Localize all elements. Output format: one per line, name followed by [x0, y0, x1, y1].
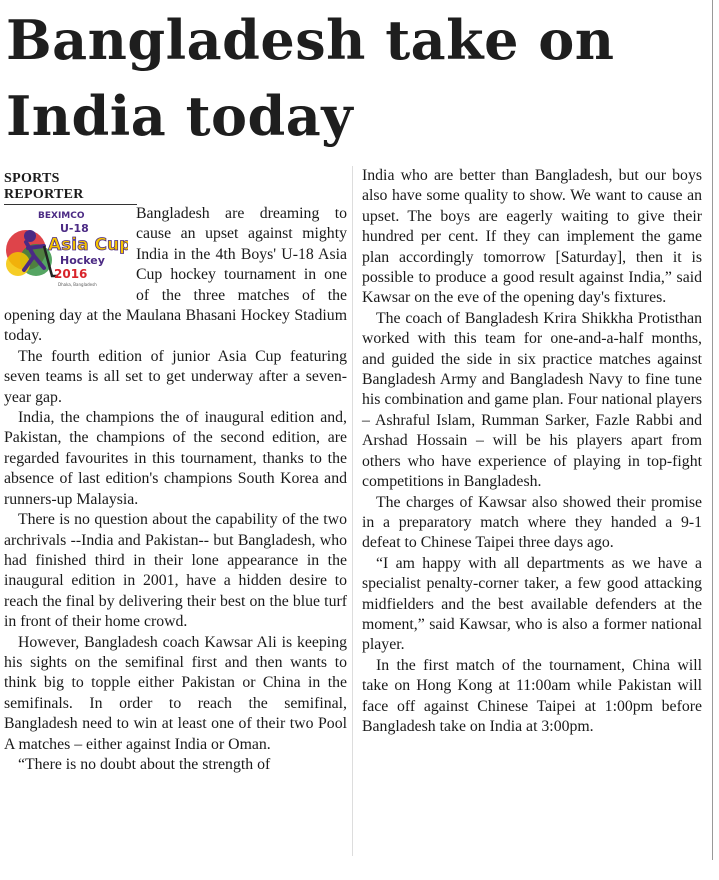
asia-cup-logo: [4, 206, 128, 290]
column-divider: [352, 166, 353, 856]
paragraph: “I am happy with all departments as we have a specialist penalty-corner taker, a few good attacking midfielders and the best available defenders at the moment,” said Kawsar, who is also a former national player.: [362, 554, 702, 654]
paragraph: Bangladesh are dreaming to cause an upset against mighty India in the 4th Boys' U-18 Asia Cup hockey tournament in one of the three matches of the opening day at the Maulana Bhasani Hockey Stadium today.: [4, 205, 347, 345]
paragraph: There is no question about the capability of the two archrivals --India and Pakistan-- but Bangladesh, who had finished third in their lone appearance in the inaugural edition in 2001, have a hidden desire to reach the final by delivering their best on the blue turf in front of their home crowd.: [4, 511, 347, 631]
paragraph: In the first match of the tournament, China will take on Hong Kong at 11:00am while Pakistan will face off against Chinese Taipei at 1:00pm before Bangladesh take on India at 3:00pm.: [362, 656, 702, 735]
page-edge-rule: [712, 0, 713, 860]
paragraph: The coach of Bangladesh Krira Shikkha Protisthan worked with this team for one-and-a-half months, and guided the side in six practice matches against Bangladesh Army and Bangladesh Navy to fine tune his combination and game plan. Four national players – Ashraful Islam, Rumman Sarker, Fazle Rabbi and Arshad Hossain – will be his players apart from others who have experience of playing in top-fight competitions in Bangladesh.: [362, 309, 702, 491]
byline: SPORTS REPORTER: [4, 171, 137, 205]
logo-sponsor: BEXIMCO: [38, 211, 85, 221]
paragraph: “There is no doubt about the strength of: [18, 755, 271, 773]
logo-event-line1: Asia Cup: [48, 235, 128, 255]
paragraph: The charges of Kawsar also showed their promise in a preparatory match where they handed a 9-1 defeat to Chinese Taipei three days ago.: [362, 493, 702, 552]
logo-age: U-18: [60, 222, 89, 235]
paragraph: India, the champions the of inaugural edition and, Pakistan, the champions of the second edition, are regarded favourites in this tournament, thanks to the absence of last edition's champions South Korea and runners-up Malaysia.: [4, 409, 347, 508]
logo-event-line2: Hockey: [60, 254, 105, 267]
paragraph: India who are better than Bangladesh, but our boys also have some quality to show. We want to cause an upset. The boys are eagerly waiting to give their hundred per cent. If they can implement the game plan accordingly tomorrow [Saturday], then it is possible to produce a good result against India,” said Kawsar on the eve of the opening day's fixtures.: [362, 167, 702, 307]
paragraph: However, Bangladesh coach Kawsar Ali is keeping his sights on the semifinal first and then wants to think big to topple either Pakistan or China in the semifinals. In order to reach the semifinal, Bangladesh need to win at least one of their two Pool A matches – either against India or Oman.: [4, 633, 347, 753]
headline: Bangladesh take on India today: [6, 8, 615, 148]
logo-small-caption: Dhaka, Bangladesh: [58, 282, 97, 287]
article-column-left: [4, 204, 347, 775]
logo-year: 2016: [54, 267, 88, 281]
hockey-player-icon: [4, 206, 128, 290]
paragraph: The fourth edition of junior Asia Cup featuring seven teams is all set to get underway after a seven-year gap.: [4, 347, 347, 406]
article-column-right: [362, 166, 702, 737]
